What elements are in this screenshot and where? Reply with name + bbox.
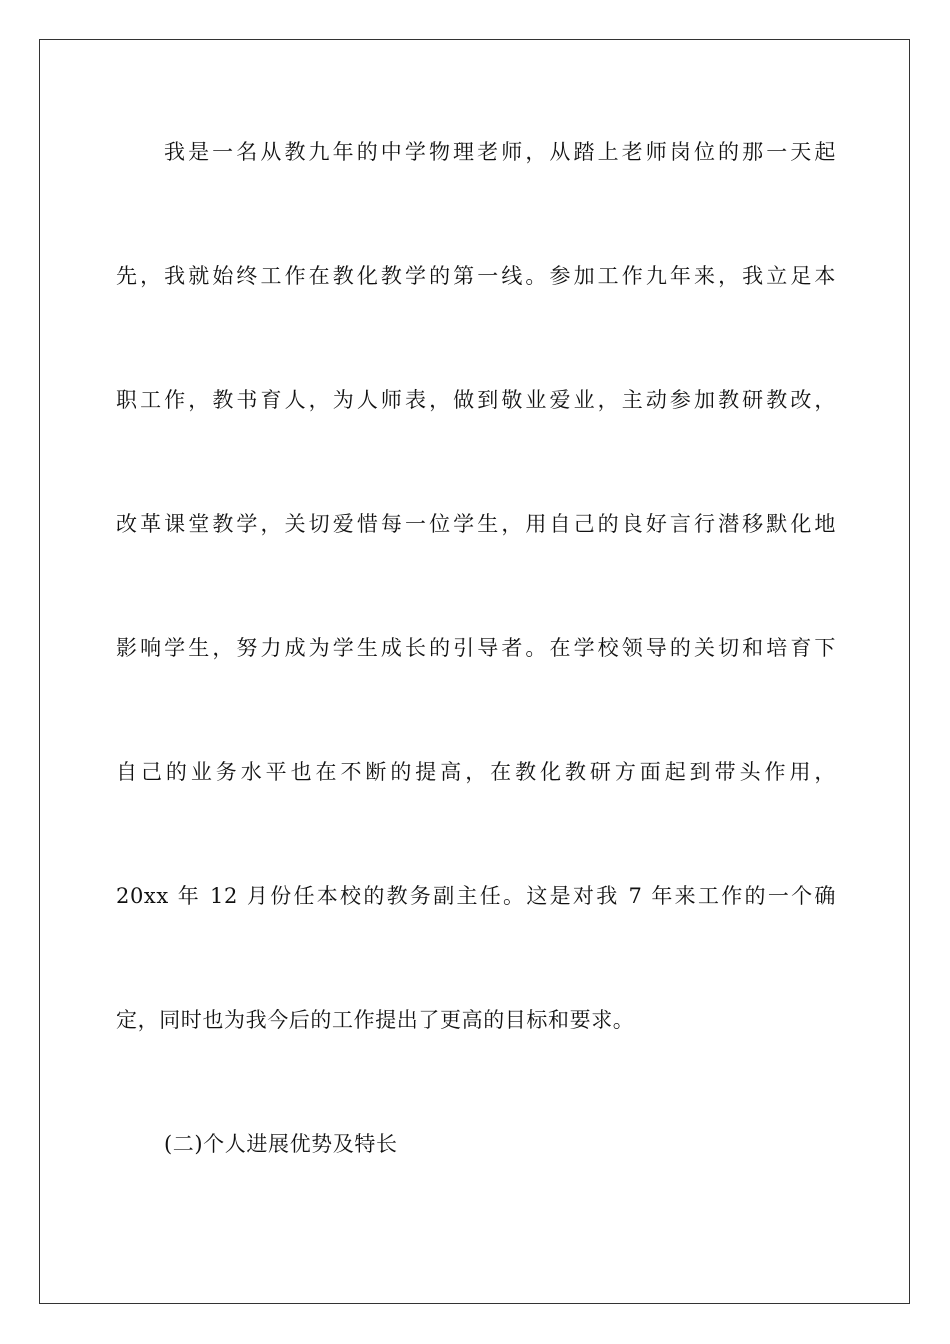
paragraph-line-6: 自己的业务水平也在不断的提高，在教化教研方面起到带头作用， — [116, 760, 836, 784]
paragraph-line-4: 改革课堂教学，关切爱惜每一位学生，用自己的良好言行潜移默化地 — [116, 512, 836, 536]
paragraph-line-7: 20xx 年 12 月份任本校的教务副主任。这是对我 7 年来工作的一个确 — [116, 884, 836, 908]
paragraph-line-8: 定，同时也为我今后的工作提出了更高的目标和要求。 — [116, 1008, 635, 1032]
section-heading: (二)个人进展优势及特长 — [164, 1132, 398, 1156]
paragraph-line-3: 职工作，教书育人，为人师表，做到敬业爱业，主动参加教研教改， — [116, 388, 836, 412]
paragraph-line-5: 影响学生，努力成为学生成长的引导者。在学校领导的关切和培育下 — [116, 636, 836, 660]
paragraph-line-2: 先，我就始终工作在教化教学的第一线。参加工作九年来，我立足本 — [116, 264, 836, 288]
paragraph-line-1: 我是一名从教九年的中学物理老师，从踏上老师岗位的那一天起 — [164, 140, 836, 164]
page-border — [39, 39, 910, 1304]
